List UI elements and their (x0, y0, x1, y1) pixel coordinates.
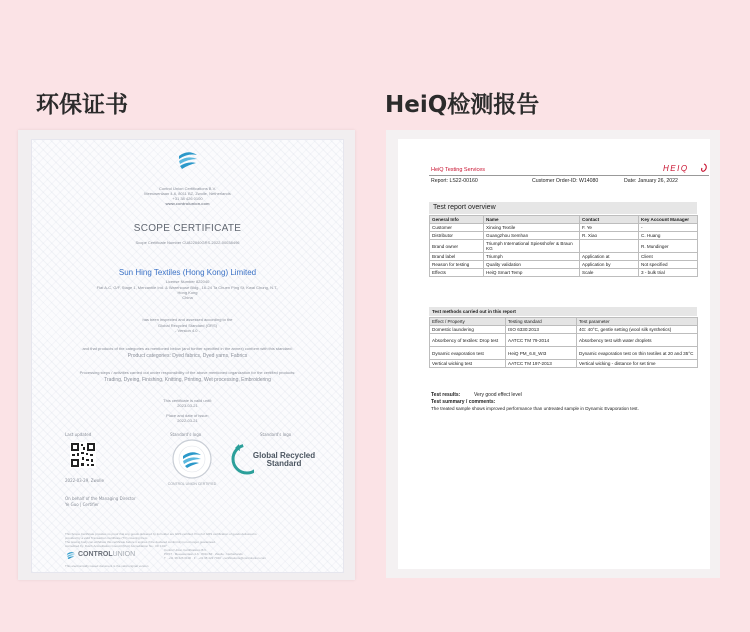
control-union-wordmark: CONTROLUNION (78, 551, 136, 558)
methods-table (429, 317, 698, 368)
table-cell: Scale (580, 269, 639, 277)
table-row (430, 326, 698, 334)
scope-certificate-image (18, 130, 355, 580)
issuer-address-line: Control Union Certifications B.V. (159, 186, 216, 191)
table-cell: Reason for testing (430, 261, 484, 269)
company-address-line: Hong Kong (177, 290, 198, 295)
summary-label: Test summary / comments: (431, 399, 496, 405)
certificate-page (31, 139, 344, 573)
brand-address-line: POST · Meeuwenlaan 4-6 · 8011 BZ · Zwolle · Netherlands (164, 552, 243, 556)
table-cell: Brand owner (430, 240, 484, 253)
table-cell: Xinxing Textile (484, 224, 580, 232)
table-cell: Effect / Property (430, 318, 506, 326)
standard-line: - Version 4.0 - (175, 328, 200, 333)
issuer-address-line: +31 38 426 0100 (172, 196, 203, 201)
table-cell: Client (639, 253, 698, 261)
table-cell: Application at (580, 253, 639, 261)
signature-line: 2022-03-29, Zwolle (65, 478, 104, 483)
table-cell: AATCC TM 79-2014 (506, 334, 577, 347)
table-cell (580, 240, 639, 253)
grs-logo-text-line: Global Recycled (252, 451, 316, 460)
header-rule (429, 175, 709, 176)
table-cell: Not specified (639, 261, 698, 269)
control-union-certified-badge-icon (171, 438, 213, 480)
company-name: Sun Hing Textiles (Hong Kong) Limited (118, 268, 257, 277)
table-cell: Dynamic evaporation test (430, 347, 506, 360)
footer-label: Last updated (65, 432, 92, 437)
table-cell: AATCC TM 197-2013 (506, 360, 577, 368)
table-row (430, 240, 698, 253)
issuer-address-line: www.controlunion.com (165, 201, 210, 206)
table-cell: HeiQ PM_6.8_WI3 (506, 347, 577, 360)
control-union-logo-icon (176, 147, 200, 171)
report-number: Report: LS22-00160 (431, 178, 478, 184)
table-cell: Effects (430, 269, 484, 277)
table-cell: Dynamic evaporation test on thin textiles at 20 and 35°C (577, 347, 698, 360)
standard-line: Global Recycled Standard (GRS) (158, 323, 217, 328)
validity-line: This certificate is valid until: (163, 398, 212, 403)
table-row (430, 253, 698, 261)
table-cell: C. Huang (639, 232, 698, 240)
signature-line: Ye Guo | Certifier (65, 502, 99, 507)
table-cell: Brand label (430, 253, 484, 261)
results-value: Very good effect level (474, 392, 522, 398)
methods-title: Test methods carried out in this report (429, 307, 697, 316)
table-row (430, 224, 698, 232)
table-row (430, 269, 698, 277)
table-cell: Triumph (484, 253, 580, 261)
cu-badge-text: CONTROL UNION CERTIFIED (167, 482, 217, 486)
bottom-note: This electronically issued document is the valid original version (65, 564, 149, 568)
table-cell: General Info (430, 216, 484, 224)
company-address-line: Flat A-C, G/F, Stage 1, Mercantile Ind. & Warehouse Bldg., 16-24 Ta Chuen Ping St, Kwai Chung, N.T., (96, 285, 279, 290)
table-cell: Vertical wicking - distance for set time (577, 360, 698, 368)
table-cell: Test parameter (577, 318, 698, 326)
report-date: Date: January 26, 2022 (624, 178, 678, 184)
standard-line: has been inspected and assessed according to the (142, 317, 233, 322)
certificate-number: Scope Certificate Number CU822040GRS-2022-00038496 (135, 240, 240, 245)
overview-title: Test report overview (429, 202, 697, 214)
products-line: and that products of the categories as mentioned below (and further specified in the annex) conform with this standard: (82, 346, 293, 351)
table-row (430, 232, 698, 240)
table-cell: Triumph International Spiesshofer & Braun KG (484, 240, 580, 253)
company-address-line: China (182, 295, 193, 300)
license-number: License Number 822040 (165, 279, 210, 284)
grs-logo-text-line: Standard (266, 459, 302, 468)
table-row (430, 216, 698, 224)
summary-text: The treated sample shows improved performance than untreated sample in Dynamic Evaporation test. (431, 406, 639, 411)
table-cell: Absorbency test with water droplets (577, 334, 698, 347)
table-cell: 4G: 40°C, gentle setting (wool silk synthetics) (577, 326, 698, 334)
table-cell: 3 - bulk trial (639, 269, 698, 277)
brand-address-line: Control Union Certifications B.V. (164, 548, 207, 552)
processes-line: Processing steps / activities carried out under responsibility of the above mentioned organization for the certified products: (79, 370, 296, 375)
report-org: HeiQ Testing Services (431, 167, 486, 173)
table-cell: R. Xiao (580, 232, 639, 240)
table-cell: Name (484, 216, 580, 224)
table-row (430, 360, 698, 368)
table-cell: Vertical wicking test (430, 360, 506, 368)
validity-line: 2023-03-21 (177, 403, 198, 408)
qr-code-icon (70, 442, 96, 468)
table-cell: HeiQ Smart Temp (484, 269, 580, 277)
brand-address-line: T · +31 38 426 0100 · F · +31 38 423 7040 · certifications@controlunion.com (164, 556, 267, 560)
table-cell: Quality validation (484, 261, 580, 269)
table-cell: ISO 6330:2013 (506, 326, 577, 334)
table-row (430, 347, 698, 360)
heading-eco-certificate: 环保证书 (36, 92, 128, 118)
issuer-address-line: Meeuwenlaan 4-6, 8011 BZ, Zwolle, Netherlands (144, 191, 231, 196)
signature-line: On behalf of the Managing Director (65, 496, 136, 501)
table-row (430, 261, 698, 269)
customer-order-id: Customer Order-ID: W14080 (532, 178, 599, 184)
table-cell: Domestic laundering (430, 326, 506, 334)
table-cell: - (639, 224, 698, 232)
heiq-brand-logo: HEIQ (663, 164, 689, 173)
table-cell: Key Account Manager (639, 216, 698, 224)
certificate-title: SCOPE CERTIFICATE (133, 223, 242, 234)
table-cell: Absorbency of textiles: Drop test (430, 334, 506, 347)
control-union-small-logo-icon (66, 550, 76, 560)
fine-print-line: This Scope Certificate provides no proof that any goods delivered by its holder are GRS certified. Proof of GRS certification of goods delivered is (65, 532, 257, 536)
table-cell: R. Mundinger (639, 240, 698, 253)
processes-line: Trading, Dyeing, Finishing, Knitting, Printing, Wet processing, Embroidering (104, 377, 271, 383)
overview-table (429, 215, 698, 277)
footer-label: Standard's logo (260, 432, 292, 437)
footer-label: Standard's logo (170, 432, 202, 437)
fine-print-line: The issuing body can withdraw this certificate before it expires if the declared conformity is not longer guaranteed. (65, 540, 216, 544)
table-cell: F. Ye (580, 224, 639, 232)
fine-print-line: provided by a valid Transaction Certificate (TC) covering them. (65, 536, 149, 540)
products-line: Product categories: Dyed fabrics, Dyed yarns, Fabrics (127, 353, 248, 359)
table-cell: Contact (580, 216, 639, 224)
table-row (430, 334, 698, 347)
table-cell: Customer (430, 224, 484, 232)
table-cell: Guangzhou Semhan (484, 232, 580, 240)
validity-line: 2022-03-21 (177, 418, 198, 423)
table-cell: Application by (580, 261, 639, 269)
results-label: Test results: (431, 392, 461, 398)
heiq-report-image (386, 130, 720, 578)
fine-print-line: Accredited by: Dutch Accreditation Council (RvA) Accreditation No.: CF 1017 (65, 544, 167, 548)
report-page (398, 139, 710, 569)
table-cell: Distributor (430, 232, 484, 240)
table-row (430, 318, 698, 326)
heading-heiq-report: HeiQ检测报告 (385, 92, 540, 118)
validity-line: Place and date of issue: (166, 413, 209, 418)
heiq-swirl-icon (700, 163, 708, 173)
table-cell: Testing standard (506, 318, 577, 326)
